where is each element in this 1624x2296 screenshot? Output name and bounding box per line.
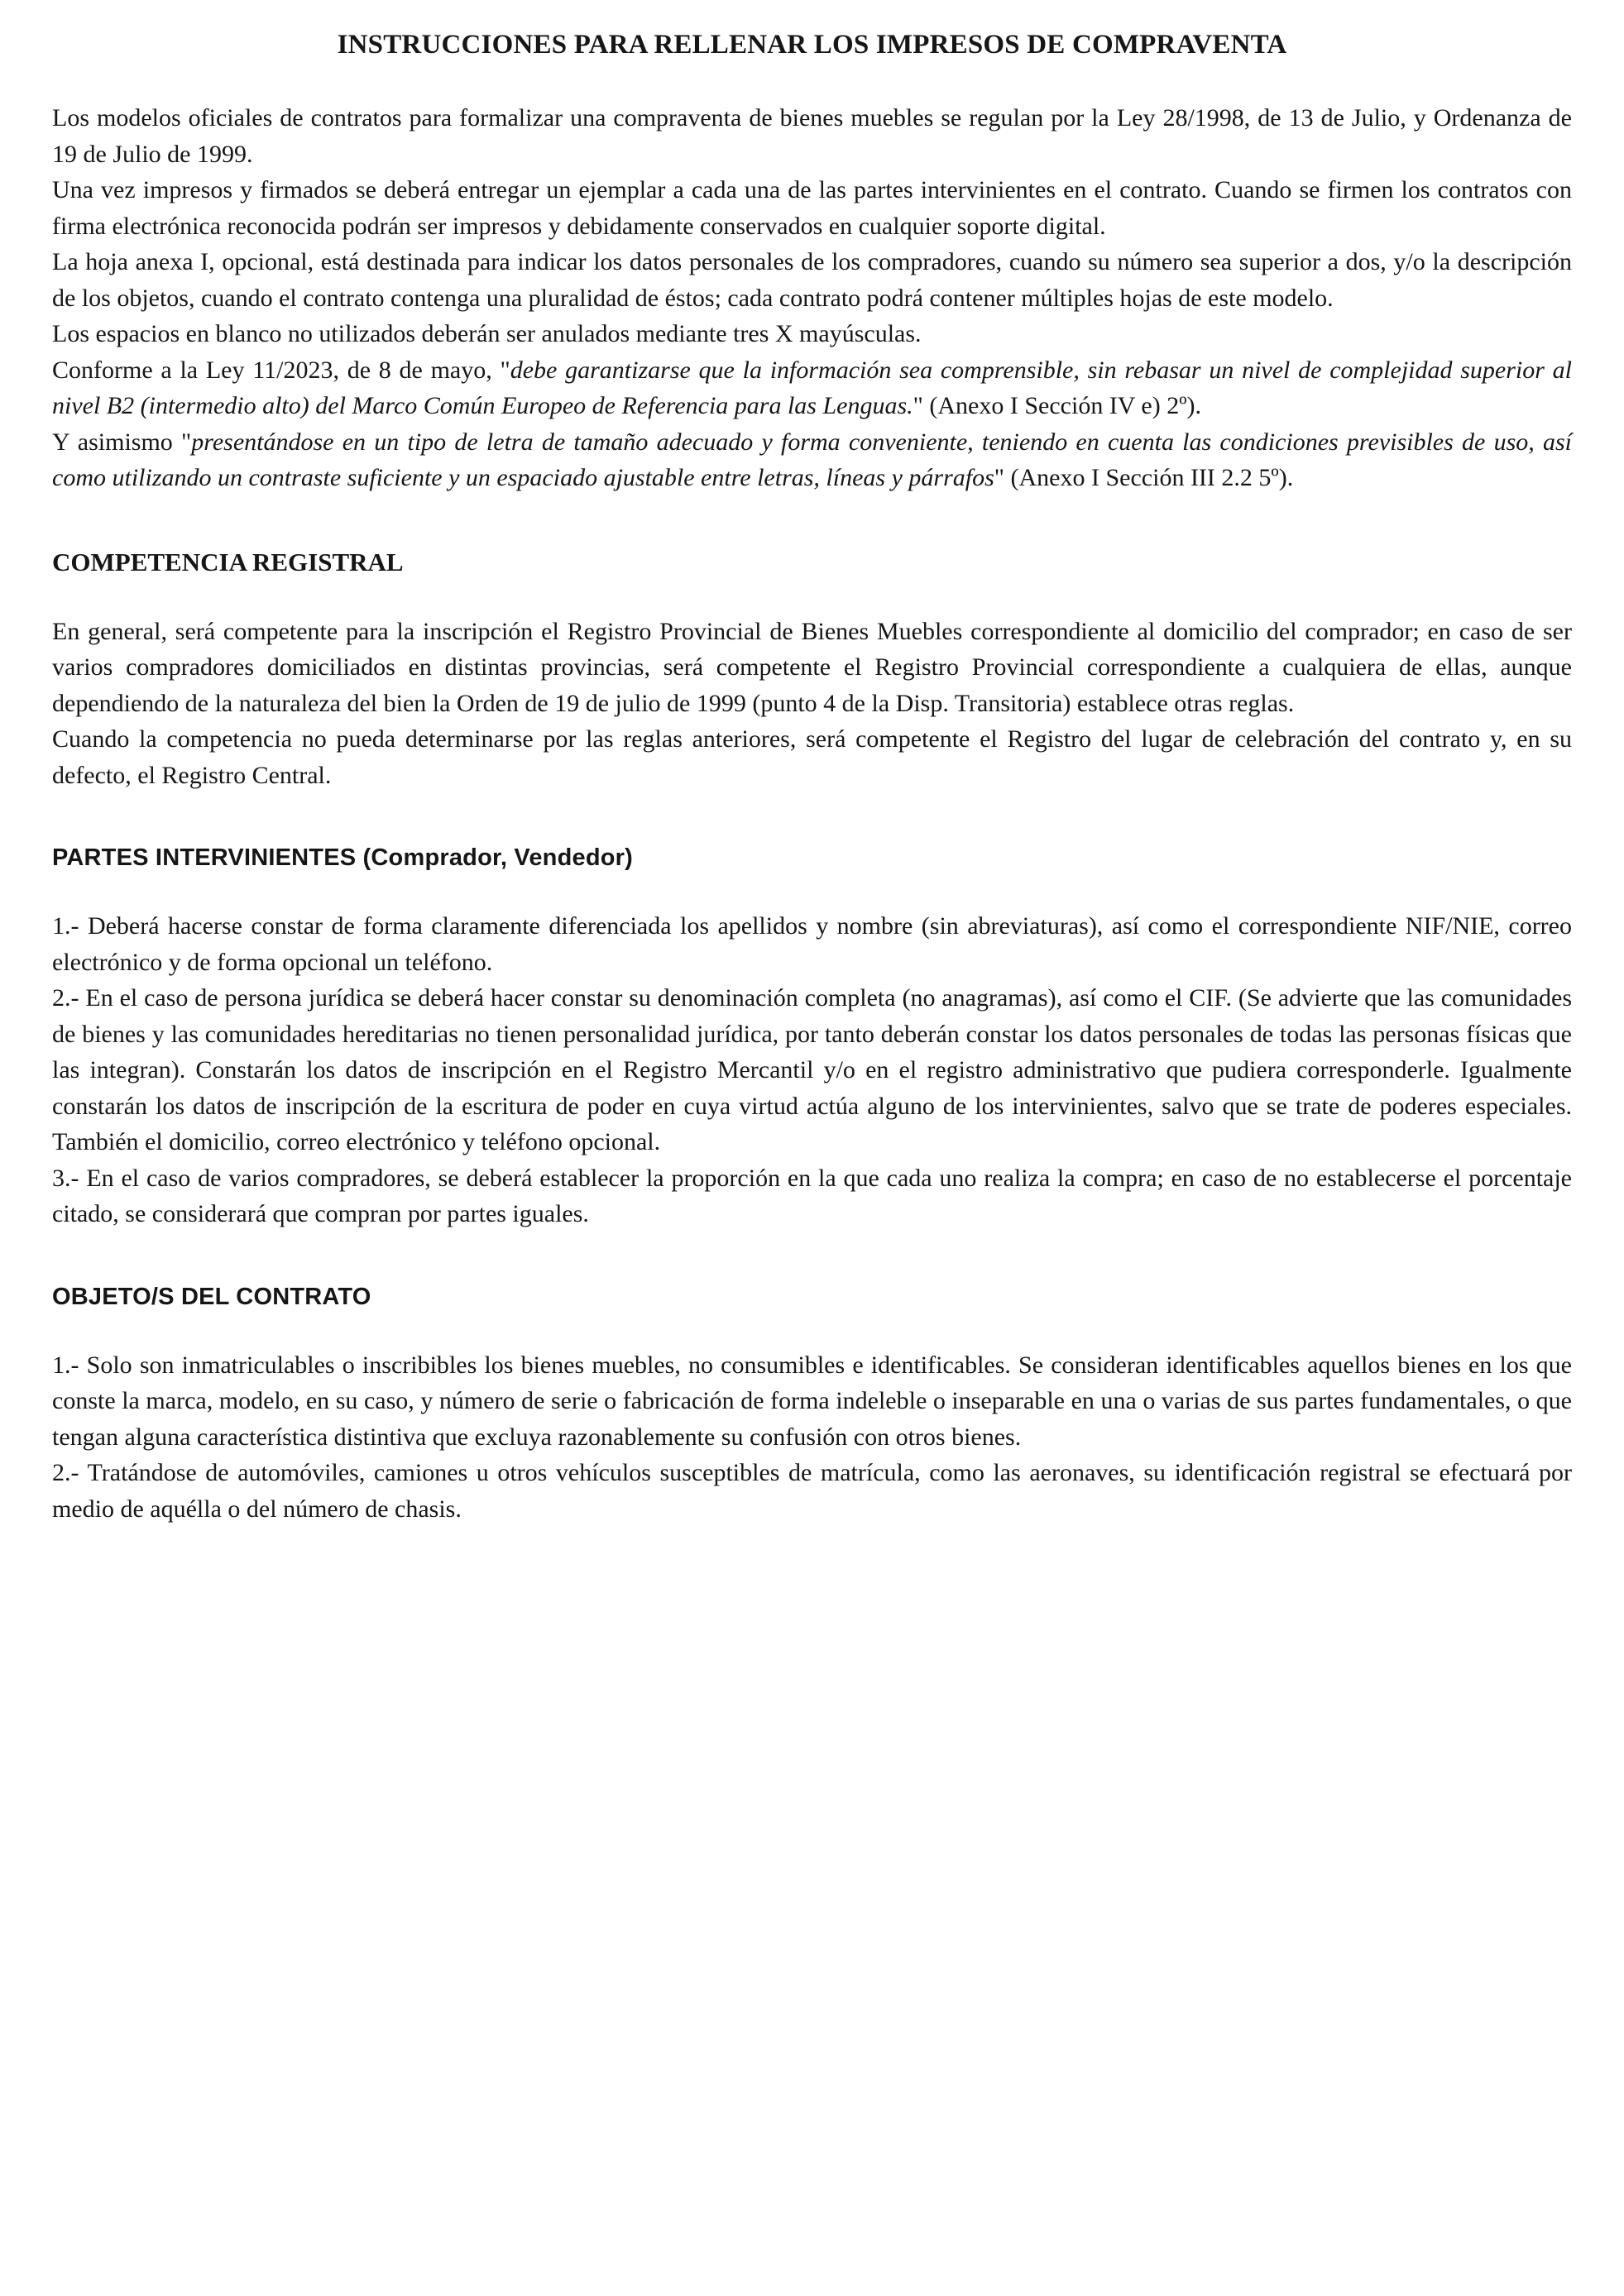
quoted-italic-text: presentándose en un tipo de letra de tamaño adecuado y forma conveniente, teniendo en cuenta las condiciones previsibles de uso, así como utilizando un contraste suficiente y un espaciado ajustable entre letras, líneas y párrafos: [52, 428, 1572, 491]
section-competencia-registral: [52, 548, 1572, 794]
paragraph-blank-spaces: Los espacios en blanco no utilizados deberán ser anulados mediante tres X mayúsculas.: [52, 320, 922, 347]
section-heading-partes-intervinientes: PARTES INTERVINIENTES (Comprador, Vendedor): [52, 844, 634, 871]
document-title: INSTRUCCIONES PARA RELLENAR LOS IMPRESOS DE COMPRAVENTA: [337, 30, 1287, 60]
paragraph-intro-models: Los modelos oficiales de contratos para formalizar una compraventa de bienes muebles se regulan por la Ley 28/1998, de 13 de Julio, y Ordenanza de 19 de Julio de 1999.: [52, 104, 1572, 168]
paragraph-objeto-item-2: 2.- Tratándose de automóviles, camiones u otros vehículos susceptibles de matrícula, como las aeronaves, su identificación registral se efectuará por medio de aquélla o del número de chasis.: [52, 1459, 1572, 1523]
paragraph-objeto-item-1: 1.- Solo son inmatriculables o inscribibles los bienes muebles, no consumibles e identificables. Se consideran identificables aquellos bienes en los que conste la marca, modelo, en su caso, y número de serie o fabricación de forma indeleble o inseparable en una o varias de sus partes fundamentales, o que tengan alguna característica distintiva que excluya razonablemente su confusión con otros bienes.: [52, 1351, 1572, 1451]
quote-lead-text: Y asimismo ": [52, 428, 192, 456]
paragraph-typography-requirement: [52, 424, 1572, 496]
paragraph-competencia-general: En general, será competente para la inscripción el Registro Provincial de Bienes Muebles correspondiente al domicilio del comprador; en caso de ser varios compradores domiciliados en distintas provincias, será competente el Registro Provincial correspondiente a cualquiera de ellas, aunque dependiendo de la naturaleza del bien la Orden de 19 de julio de 1999 (punto 4 de la Disp. Transitoria) establece otras reglas.: [52, 617, 1572, 717]
paragraph-law-11-2023: [52, 352, 1572, 424]
section-partes-intervinientes: [52, 844, 1572, 1232]
quote-reference-text: " (Anexo I Sección IV e) 2º).: [913, 392, 1202, 419]
section-heading-objetos-del-contrato: OBJETO/S DEL CONTRATO: [52, 1283, 371, 1310]
paragraph-partes-item-2: 2.- En el caso de persona jurídica se deberá hacer constar su denominación completa (no anagramas), así como el CIF. (Se advierte que las comunidades de bienes y las comunidades hereditarias no tienen personalidad jurídica, por tanto deberán constar los datos personales de todas las personas físicas que las integran). Constarán los datos de inscripción en el Registro Mercantil y/o en el registro administrativo que pudiera corresponderle. Igualmente constarán los datos de inscripción de la escritura de poder en cuya virtud actúa alguno de los intervinientes, salvo que se trate de poderes especiales. También el domicilio, correo electrónico y teléfono opcional.: [52, 984, 1572, 1155]
paragraph-intro-copies: Una vez impresos y firmados se deberá entregar un ejemplar a cada una de las partes intervinientes en el contrato. Cuando se firmen los contratos con firma electrónica reconocida podrán ser impresos y debidamente conservados en cualquier soporte digital.: [52, 176, 1572, 240]
paragraph-competencia-fallback: Cuando la competencia no pueda determinarse por las reglas anteriores, será competente el Registro del lugar de celebración del contrato y, en su defecto, el Registro Central.: [52, 725, 1572, 789]
section-heading-competencia-registral: COMPETENCIA REGISTRAL: [52, 547, 404, 576]
paragraph-partes-item-3: 3.- En el caso de varios compradores, se deberá establecer la proporción en la que cada uno realiza la compra; en caso de no establecerse el porcentaje citado, se considerará que compran por partes iguales.: [52, 1164, 1572, 1227]
paragraph-partes-item-1: 1.- Deberá hacerse constar de forma claramente diferenciada los apellidos y nombre (sin abreviaturas), así como el correspondiente NIF/NIE, correo electrónico y de forma opcional un teléfono.: [52, 912, 1572, 976]
paragraph-intro-annex: La hoja anexa I, opcional, está destinada para indicar los datos personales de los compradores, cuando su número sea superior a dos, y/o la descripción de los objetos, cuando el contrato contenga una pluralidad de éstos; cada contrato podrá contener múltiples hojas de este modelo.: [52, 248, 1572, 312]
quote-reference-text: " (Anexo I Sección III 2.2 5º).: [994, 464, 1294, 491]
quoted-italic-text: debe garantizarse que la información sea comprensible, sin rebasar un nivel de complejidad superior al nivel B2 (intermedio alto) del Marco Común Europeo de Referencia para las Lenguas.: [52, 356, 1573, 419]
section-objetos-del-contrato: [52, 1284, 1572, 1528]
quote-lead-text: Conforme a la Ley 11/2023, de 8 de mayo, ": [52, 356, 510, 384]
